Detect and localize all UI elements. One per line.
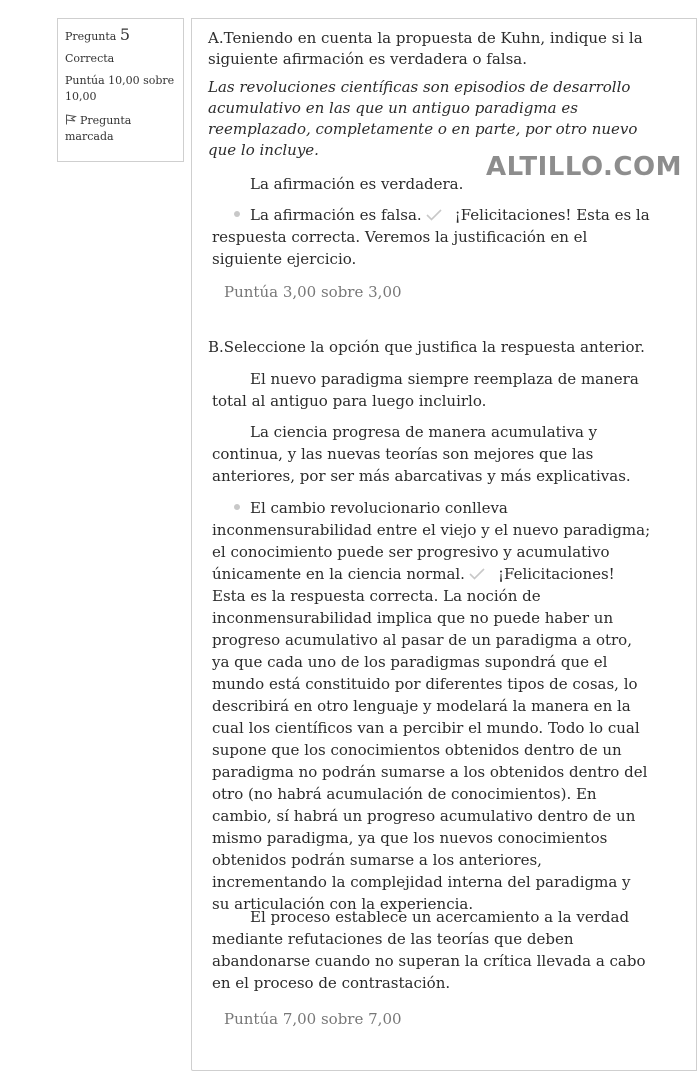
option-label: La ciencia progresa de manera acumulativa y continua, y las nuevas teorías son mejores que las anteriores, por ser más abarcativas y más explicativas. — [212, 423, 631, 485]
question-status: Correcta — [65, 52, 115, 65]
part-a-score: Puntúa 3,00 sobre 3,00 — [224, 283, 402, 301]
part-a-option-false[interactable] — [212, 204, 652, 270]
part-b-option-4[interactable] — [212, 906, 652, 994]
question-grade: Puntúa 10,00 sobre 10,00 — [65, 74, 175, 103]
option-label: La afirmación es falsa. — [250, 206, 422, 224]
check-icon — [425, 208, 443, 222]
part-b-option-1[interactable] — [212, 368, 652, 412]
selected-radio-dot — [234, 211, 240, 217]
part-b-score: Puntúa 7,00 sobre 7,00 — [224, 1010, 402, 1028]
part-a-option-true[interactable] — [212, 173, 652, 195]
part-b-option-3[interactable] — [212, 497, 652, 915]
option-label: La afirmación es verdadera. — [250, 175, 464, 193]
watermark: ALTILLO.COM — [486, 152, 682, 182]
question-number: 5 — [119, 25, 131, 44]
question-number-line — [65, 27, 176, 45]
part-a-statement: Las revoluciones científicas son episodios de desarrollo acumulativo en las que un antiguo paradigma es reemplazado, completamente o en parte, por otro nuevo que lo incluye. — [208, 78, 638, 159]
flag-question-toggle[interactable] — [65, 113, 176, 145]
question-info-panel — [57, 18, 184, 162]
option-label: El cambio revolucionario conlleva inconmensurabilidad entre el viejo y el nuevo paradigma; el conocimiento puede ser progresivo y acumulativo únicamente en la ciencia normal. — [212, 499, 651, 583]
selected-radio-dot — [234, 504, 240, 510]
flag-icon — [65, 114, 77, 125]
flag-label: Pregunta marcada — [65, 114, 132, 143]
check-icon — [468, 567, 486, 581]
part-a-feedback: ¡Felicitaciones! Esta es la respuesta correcta. Veremos la justificación en el siguiente ejercicio. — [212, 206, 650, 268]
part-b-prompt: B.Seleccione la opción que justifica la respuesta anterior. — [208, 338, 645, 356]
part-b-option-2[interactable] — [212, 421, 652, 487]
option-label: El nuevo paradigma siempre reemplaza de manera total al antiguo para luego incluirlo. — [212, 370, 639, 410]
question-word: Pregunta — [65, 30, 117, 43]
part-b-feedback: ¡Felicitaciones! Esta es la respuesta correcta. La noción de inconmensurabilidad implica que no puede haber un progreso acumulativo al pasar de un paradigma a otro, ya que cada uno de los paradigmas supondrá que el mundo está constituido por diferentes tipos de cosas, lo describirá en otro lenguaje y modelará la manera en la cual los científicos van a percibir el mundo. Todo lo cual supone que los conocimientos obtenidos dentro de un paradigma no podrán sumarse a los obtenidos dentro del otro (no habrá acumulación de conocimientos). En cambio, sí habrá un progreso acumulativo dentro de un mismo paradigma, ya que los nuevos conocimientos obtenidos podrán sumarse a los anteriores, incrementando la complejidad interna del paradigma y su articulación con la experiencia. — [212, 565, 648, 913]
part-a-prompt: A.Teniendo en cuenta la propuesta de Kuhn, indique si la siguiente afirmación es verdadera o falsa. — [208, 29, 643, 68]
option-label: El proceso establece un acercamiento a la verdad mediante refutaciones de las teorías que deben abandonarse cuando no superan la crítica llevada a cabo en el proceso de contrastación. — [212, 908, 646, 992]
